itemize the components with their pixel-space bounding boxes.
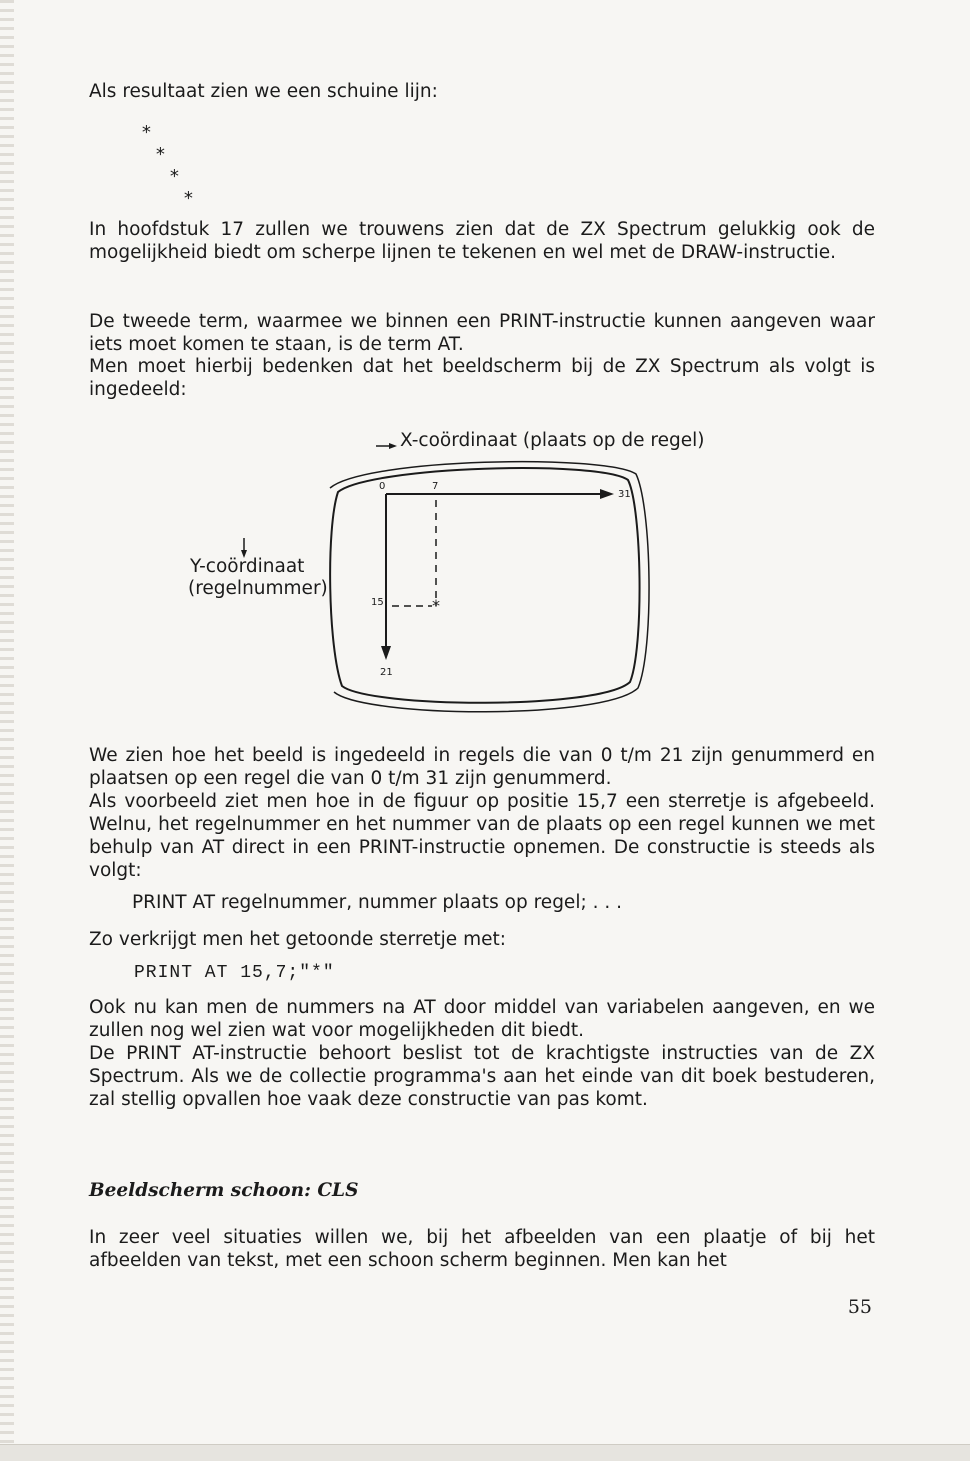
diagonal-star-2: *	[155, 144, 166, 165]
paragraph-at-term: De tweede term, waarmee we binnen een PRINT-instructie kunnen aangeven waar iets moet komen te staan, is de term AT.	[89, 311, 875, 355]
origin-tick-label: 0	[379, 481, 386, 492]
y-coordinate-sublabel: (regelnummer)	[188, 578, 328, 599]
paragraph-powerful-instruction: De PRINT AT-instructie behoort beslist tot de krachtigste instructies van de ZX Spectrum. Als we de collectie programma's aan het einde van dit boek bestuderen, zal stellig opvallen hoe vaak deze constructie van pas komt.	[89, 1043, 875, 1110]
diagonal-star-1: *	[141, 122, 152, 143]
print-at-example: PRINT AT 15,7;"*"	[134, 963, 335, 983]
y-max-21-label: 21	[380, 667, 393, 678]
y-axis-arrowhead	[381, 646, 391, 660]
tv-bezel-outline	[330, 462, 649, 712]
paragraph-clean-screen: In zeer veel situaties willen we, bij het afbeelden van een plaatje of bij het afbeelden van tekst, met een schoon scherm beginnen. Men kan het	[89, 1227, 875, 1271]
page-number: 55	[847, 1296, 872, 1318]
paragraph-draw: In hoofdstuk 17 zullen we trouwens zien dat de ZX Spectrum gelukkig ook de mogelijkheid biedt om scherpe lijnen te tekenen en wel met de DRAW-instructie.	[89, 219, 875, 263]
y-coordinate-label: Y-coördinaat	[190, 556, 305, 577]
x-max-31-label: 31	[618, 489, 631, 500]
x-axis-arrowhead	[600, 489, 614, 499]
tv-screen-outline	[330, 468, 639, 703]
paragraph-obtain-star: Zo verkrijgt men het getoonde sterretje met:	[89, 929, 506, 950]
page-bottom-edge	[0, 1444, 970, 1461]
paragraph-intro: Als resultaat zien we een schuine lijn:	[89, 81, 438, 102]
diagonal-star-3: *	[169, 166, 180, 187]
position-15-7-star: *	[432, 596, 440, 615]
paragraph-screen-layout: Men moet hierbij bedenken dat het beeldscherm bij de ZX Spectrum als volgt is ingedeeld:	[89, 356, 875, 400]
paragraph-variables: Ook nu kan men de nummers na AT door middel van variabelen aangeven, en we zullen nog wel zien wat voor mogelijkheden dit biedt.	[89, 997, 875, 1041]
x-mark-7-label: 7	[432, 481, 439, 492]
paragraph-example: Als voorbeeld ziet men hoe in de figuur op positie 15,7 een sterretje is afgebeeld. Welnu, het regelnummer en het nummer van de plaats op een regel kunnen we met behulp van AT direct in een PRINT-instructie opnemen. De constructie is steeds als volgt:	[89, 791, 875, 881]
print-at-syntax: PRINT AT regelnummer, nummer plaats op regel; . . .	[132, 892, 622, 913]
diagonal-star-4: *	[183, 188, 194, 209]
binding-edge	[0, 0, 14, 1460]
y-mark-15-label: 15	[371, 597, 384, 608]
x-label-arrowhead	[389, 443, 397, 449]
screen-coordinate-diagram	[180, 428, 740, 728]
x-coordinate-label: X-coördinaat (plaats op de regel)	[400, 430, 705, 451]
paragraph-grid-numbering: We zien hoe het beeld is ingedeeld in regels die van 0 t/m 21 zijn genummerd en plaatsen op een regel die van 0 t/m 31 zijn genummerd.	[89, 745, 875, 789]
section-heading-cls: Beeldscherm schoon: CLS	[89, 1180, 359, 1201]
